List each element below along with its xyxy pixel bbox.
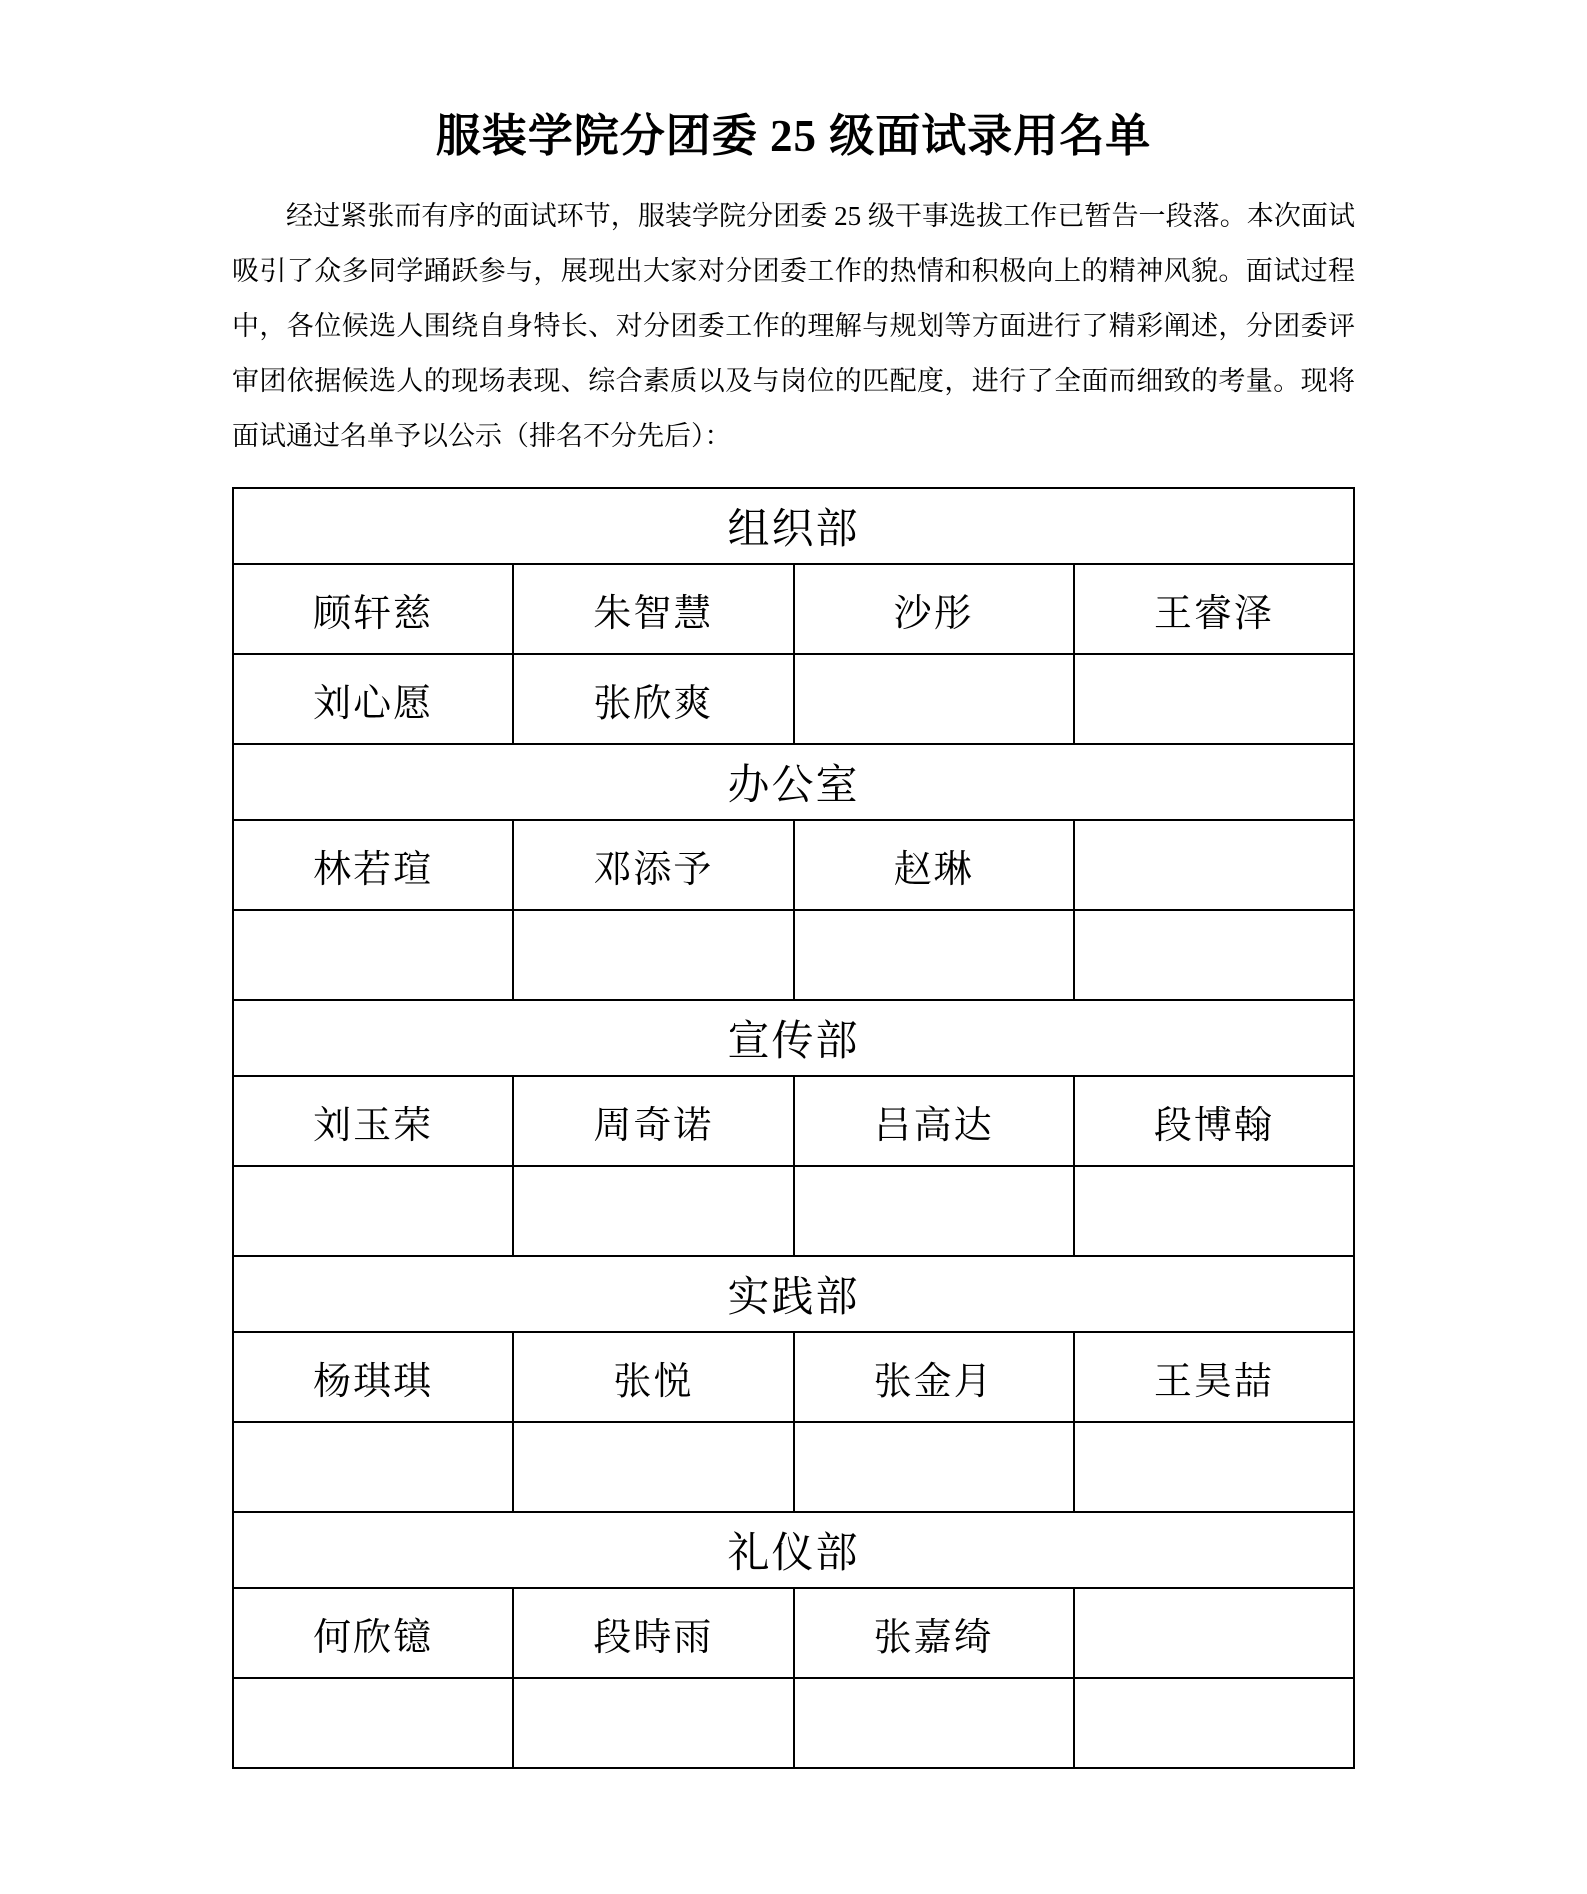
name-cell: 张嘉绮 — [794, 1588, 1074, 1678]
name-cell — [794, 1166, 1074, 1256]
section-header-row — [233, 744, 1354, 820]
name-cell: 林若瑄 — [233, 820, 513, 910]
name-cell — [513, 1166, 793, 1256]
name-cell: 段時雨 — [513, 1588, 793, 1678]
name-cell — [513, 1422, 793, 1512]
name-cell — [1074, 1422, 1354, 1512]
table-row — [233, 1332, 1354, 1422]
document-title: 服装学院分团委 25 级面试录用名单 — [435, 111, 1152, 161]
name-cell — [794, 910, 1074, 1000]
name-cell — [233, 1166, 513, 1256]
name-cell: 王睿泽 — [1074, 564, 1354, 654]
intro-paragraph: 经过紧张而有序的面试环节，服装学院分团委 25 级干事选拔工作已暂告一段落。本次面试吸引了众多同学踊跃参与，展现出大家对分团委工作的热情和积极向上的精神风貌。面试过程中，各位候选人围绕自身特长、对分团委工作的理解与规划等方面进行了精彩阐述，分团委评审团依据候选人的现场表现、综合素质以及与岗位的匹配度，进行了全面而细致的考量。现将面试通过名单予以公示（排名不分先后）： — [232, 201, 1355, 451]
section-title: 组织部 — [233, 488, 1354, 564]
name-cell — [513, 910, 793, 1000]
name-cell: 刘心愿 — [233, 654, 513, 744]
name-cell: 朱智慧 — [513, 564, 793, 654]
name-cell: 段博翰 — [1074, 1076, 1354, 1166]
section-header-row — [233, 488, 1354, 564]
section-title: 办公室 — [233, 744, 1354, 820]
section-title: 宣传部 — [233, 1000, 1354, 1076]
table-row — [233, 820, 1354, 910]
name-cell: 张金月 — [794, 1332, 1074, 1422]
name-cell — [1074, 910, 1354, 1000]
section-title: 实践部 — [233, 1256, 1354, 1332]
name-cell: 邓添予 — [513, 820, 793, 910]
name-cell — [1074, 820, 1354, 910]
name-cell — [513, 1678, 793, 1768]
table-row — [233, 1166, 1354, 1256]
name-cell: 王昊喆 — [1074, 1332, 1354, 1422]
section-header-row — [233, 1256, 1354, 1332]
section-title: 礼仪部 — [233, 1512, 1354, 1588]
name-cell: 周奇诺 — [513, 1076, 793, 1166]
table-row — [233, 910, 1354, 1000]
table-row — [233, 1422, 1354, 1512]
name-cell — [233, 1422, 513, 1512]
name-cell — [794, 1678, 1074, 1768]
section-header-row — [233, 1512, 1354, 1588]
table-row — [233, 654, 1354, 744]
name-cell — [794, 1422, 1074, 1512]
name-cell: 张欣爽 — [513, 654, 793, 744]
table-row — [233, 1076, 1354, 1166]
name-cell: 杨琪琪 — [233, 1332, 513, 1422]
name-cell: 沙彤 — [794, 564, 1074, 654]
roster-table — [232, 487, 1355, 1769]
name-cell — [1074, 1588, 1354, 1678]
name-cell — [233, 910, 513, 1000]
name-cell: 赵琳 — [794, 820, 1074, 910]
name-cell: 顾轩慈 — [233, 564, 513, 654]
name-cell — [233, 1678, 513, 1768]
table-row — [233, 1588, 1354, 1678]
name-cell — [794, 654, 1074, 744]
table-row — [233, 564, 1354, 654]
name-cell: 吕高达 — [794, 1076, 1074, 1166]
name-cell — [1074, 654, 1354, 744]
section-header-row — [233, 1000, 1354, 1076]
name-cell: 刘玉荣 — [233, 1076, 513, 1166]
table-row — [233, 1678, 1354, 1768]
name-cell: 张悦 — [513, 1332, 793, 1422]
name-cell: 何欣镱 — [233, 1588, 513, 1678]
name-cell — [1074, 1166, 1354, 1256]
name-cell — [1074, 1678, 1354, 1768]
